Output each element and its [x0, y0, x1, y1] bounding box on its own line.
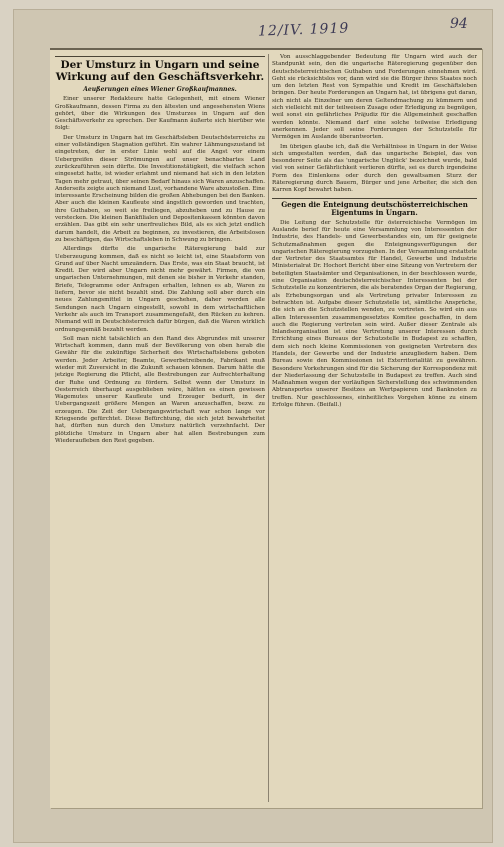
article-paragraph: Die Leitung der Schutzstelle für österreichische Vermögen im Auslande berief für heute eine Versammlung von Interessenten der Industrie, des Handels- und Gewerbestandes ein, um für geeignete Schutzmaßnahmen gegen die Enteignungsverfügungen der ungarischen Räteregierung vorzugehen. In der Versammlung erstattete der Vertreter des Staatsamtes für Handel, Gewerbe und Industrie Ministerialrat Dr. Hochort Bericht über eine Sitzung von Vertretern der beteiligten Staatsämter und Organisationen, in der beschlossen wurde, eine Organisation deutschösterreichischer Interessenten bei der Schutzstelle zu konzentrieren, die als beratendes Organ der Regierung, als Erhebungsorgan und als Vertretung privater Interessen zu betrachten ist. Aufgabe dieser Schutzstelle ist, sämtliche Ansprüche, die sich an die Schutzstellen wenden, zu vertreten. So wird ein aus allen Interessenten zusammengesetztes Komitee geschaffen, in dem auch die Regierung vertreten sein wird. Außer dieser Zentrale als Inlandsorganisation ist eine Vertretung unserer Interessen durch Errichtung eines Bureaus der Schutzstelle in Budapest zu schaffen, dem sich noch kleine Kommissionen von geeigneten Vertretern des Handels, der Gewerbe und der Industrie anzugliedern haben. Dem Bureau sowie den Kommissionen ist Exterritorialität zu gewähren. Besondere Vorkehrungen sind für die Sicherung der Korrespondenz mit der Niederlassung der Schutzstelle in Budapest zu treffen. Auch sind Maßnahmen wegen der vorläufigen Sicherstellung des schwimmenden Abtransportes unserer Besitzes an Wertpapieren und Banknoten zu treffen. Nur geschlossenes, einheitliches Vorgehen könne zu einem Erfolge führen. (Beifall.) [272, 219, 477, 409]
column-rule [268, 54, 269, 802]
article-paragraph: Soll man nicht tatsächlich an den Rand des Abgrundes mit unserer Wirtschaft kommen, dann muß der Bevölkerung von oben herab die Gewähr für die zukünftige Sicherheit des Wirtschaftslebens geboten werden. Jeder Arbeiter, Beamte, Gewerbetreibende, Fabrikant muß wieder mit Zuversicht in die Zukunft schauen können. Darum hätte die jetzige Regierung die Pflicht, alle Bestrebungen zur Aufrechterhaltung der Ruhe und Ordnung zu fördern. Selbst wenn der Umsturz in Oesterreich überhaupt ausgeblieben wäre, hätten es einen gewissen Wagemutes unserer Kaufleute und Erzeuger bedurft, in der Uebergangszeit größere Mengen an Waren anzuschaffen, bezw. zu erzeugen. Die Zeit der Uebergangswirtschaft war schon lange vor Kriegsende gefürchtet. Diese Befürchtung, die sich jetzt bewahrheitet hat, dürften nun durch den Umsturz natürlich verzehnfacht. Der plötzliche Umsturz in Ungarn aber hat allen Bestrebungen zum Wiederaufleben den Rest gegeben. [55, 335, 265, 444]
article-subhead: Aeußerungen eines Wiener Großkaufmannes. [83, 86, 237, 93]
handwritten-date: 12/IV. 1919 [257, 20, 350, 40]
section-headline: Gegen die Enteignung deutschösterreichischen Eigentums in Ungarn. [272, 198, 477, 218]
article-paragraph: Allerdings dürfte die ungarische Räteregierung bald zur Ueberzeugung kommen, daß es nicht so leicht ist, eine Staatsform von Grund auf über Nacht umzuändern. Das Erste, was ein Staat braucht, ist Kredit. Der wird aber Ungarn nicht mehr gewährt. Firmen, die von ungarischen Unternehmungen, mit denen sie bisher in Verkehr standen, Briefe, Telegramme oder Anfragen erhalten, lehnen es ab, Waren zu liefern, bevor sie nicht bezahlt sind. Die Zahlung soll aber durch ein neues Zahlungsmittel in Ungarn geschehen, daher werden alle Sendungen nach Ungarn eingestellt, sowohl in dem wirtschaftlichen Verkehr als auch im Transport zusammengefaßt, den Rücken zu kehren. Niemand will in Deutschösterreich dafür bürgen, daß die Waren wirklich ordnungsgemäß bezahlt werden. [55, 246, 265, 333]
article-paragraph: Im übrigen glaube ich, daß die Verhältnisse in Ungarn in der Weise sich umgestalten werden, daß das ungarische Beispiel, das von besonderer Seite als das 'ungarische Unglück' bezeichnet wurde, bald viel von seiner Gefährlichkeit verlieren dürfte, sei es durch irgendeine Form des Einlenkens oder durch den gewaltsamen Sturz der Räteregierung durch Bauern, Bürger und jene Arbeiter, die sich den Karren Kopf bewahrt haben. [272, 143, 477, 194]
article-paragraph: Der Umsturz in Ungarn hat im Geschäftsleben Deutschösterreichs zu einer vollständigen Stagnation geführt. Ein wahrer Lähmungszustand ist eingetreten, der in erster Linie wohl auf die Angst vor einem Uebergreifen dieser Strömungen auf unser benachbartes Land zurückzuführen sein dürfte. Die Investitionstätigkeit, die vielfach schon eingesetzt hatte, ist wieder erlahmt und niemand hat sich in den letzten Tagen mehr getraut, über seinen Bedarf hinaus sich Waren anzuschaffen. Anderseits zeigte auch niemand Lust, vorhandene Ware abzustoßen. Eine interessante Erscheinung bilden die großen Abhebungen bei den Banken. Aber auch die kleinen Kaufleute sind ängstlich geworden und trachten, ihre Guthaben, so weit sie freiliegen, abzuheben und zu Hause zu verstecken. Die kleinen Bankfilialen und Depositenkassen könnten davon erzählen. Das gibt ein sehr unerfreuliches Bild, als es sich jetzt endlich darum handelt, die Arbeit zu beginnen, zu investieren, die Arbeitslosen zu beschäftigen, das Wirtschaftsleben in Schwung zu bringen. [55, 134, 265, 243]
article-paragraph: Einer unserer Redakteure hatte Gelegenheit, mit einem Wiener Großkaufmann, dessen Firma zu den ältesten und angesehensten Wiens gehört, über die Wirkungen des Umsturzes in Ungarn auf den Geschäftsverkehr zu sprechen. Der Kaufmann äußerte sich hierüber wie folgt: [55, 96, 265, 132]
article-paragraph: Von ausschlaggebender Bedeutung für Ungarn wird auch der Standpunkt sein, den die ungarische Räteregierung gegenüber den deutschösterreichischen Guthaben und Forderungen einnehmen wird. Geht sie rücksichtslos vor, dann wird sie die Bürger ihres Staates noch um den letzten Rest von Sympathie und Kredit im Geschäftsleben bringen. Der heute Forderungen an Ungarn hat, ist übrigens gut daran, sich nicht als Einzelner um deren Geltendmachung zu kümmern und sich vielleicht mit der teilweisen Zusage oder Erledigung zu begnügen, weil sonst ein gefährliches Präjudiz für die Allgemeinheit geschaffen werden könnte. Niemand darf eine solche teilweise Erledigung anerkennen. Jeder soll seine Forderungen der Schutzstelle für Vermögen im Auslande überantworten. [272, 54, 477, 141]
article-headline: Der Umsturz in Ungarn und seine Wirkung auf den Geschäftsverkehr. [55, 56, 265, 83]
handwritten-page-number: 94 [450, 16, 468, 32]
clipping-top-rule [50, 48, 482, 50]
left-column [55, 54, 265, 802]
right-column [272, 54, 477, 802]
